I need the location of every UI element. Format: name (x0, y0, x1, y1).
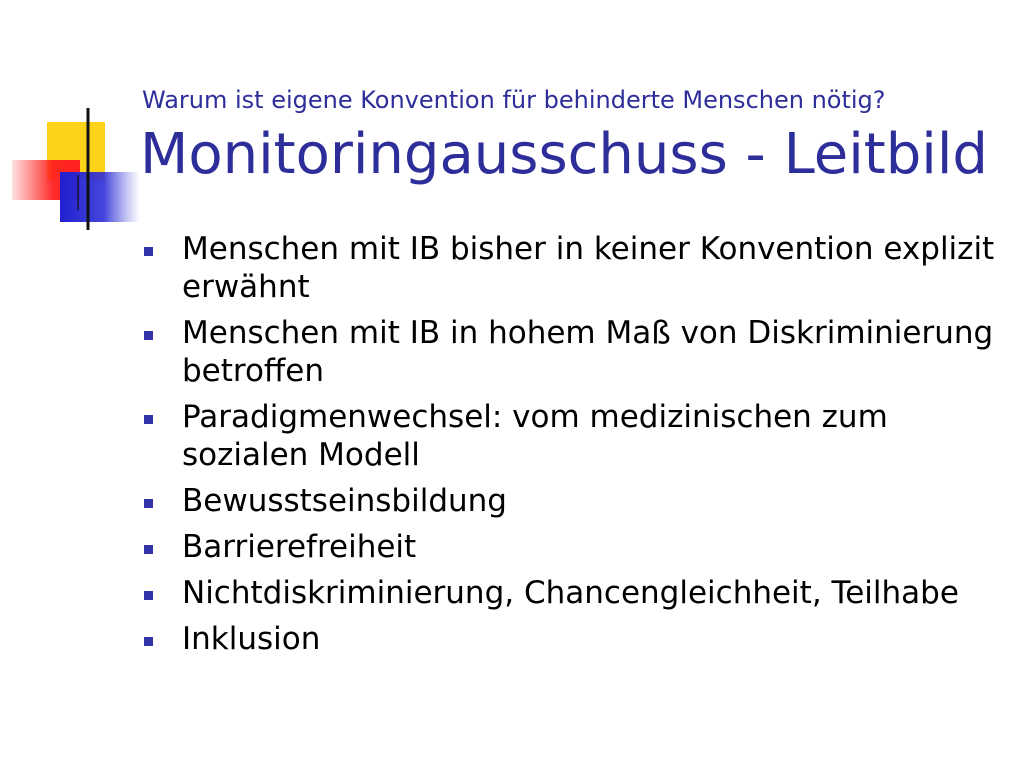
bullet-text: Inklusion (182, 621, 321, 657)
bullet-text: Barrierefreiheit (182, 529, 417, 565)
bullet-text: Bewusstseinsbildung (182, 483, 507, 519)
square-bullet-icon (144, 545, 153, 554)
bullet-item (144, 398, 1004, 474)
bullet-text: Paradigmenwechsel: vom medizinischen zum sozialen Modell (182, 399, 888, 473)
bullet-item (144, 314, 1004, 390)
bullet-item (144, 528, 1004, 566)
bullet-text: Nichtdiskriminierung, Chancengleichheit, Teilhabe (182, 575, 959, 611)
bullet-item (144, 482, 1004, 520)
slide-subtitle: Warum ist eigene Konvention für behinderte Menschen nötig? (142, 86, 886, 114)
square-bullet-icon (144, 591, 153, 600)
square-bullet-icon (144, 415, 153, 424)
decorative-logo-graphic (0, 0, 150, 240)
slide-title: Monitoringausschuss - Leitbild (140, 122, 988, 187)
square-bullet-icon (144, 637, 153, 646)
bullet-item (144, 230, 1004, 306)
bullet-item (144, 620, 1004, 658)
bullet-text: Menschen mit IB in hohem Maß von Diskriminierung betroffen (182, 315, 994, 389)
square-bullet-icon (144, 499, 153, 508)
bullet-text: Menschen mit IB bisher in keiner Konvention explizit erwähnt (182, 231, 995, 305)
bullet-list (144, 230, 1004, 666)
square-bullet-icon (144, 331, 153, 340)
bullet-item (144, 574, 1004, 612)
square-bullet-icon (144, 247, 153, 256)
